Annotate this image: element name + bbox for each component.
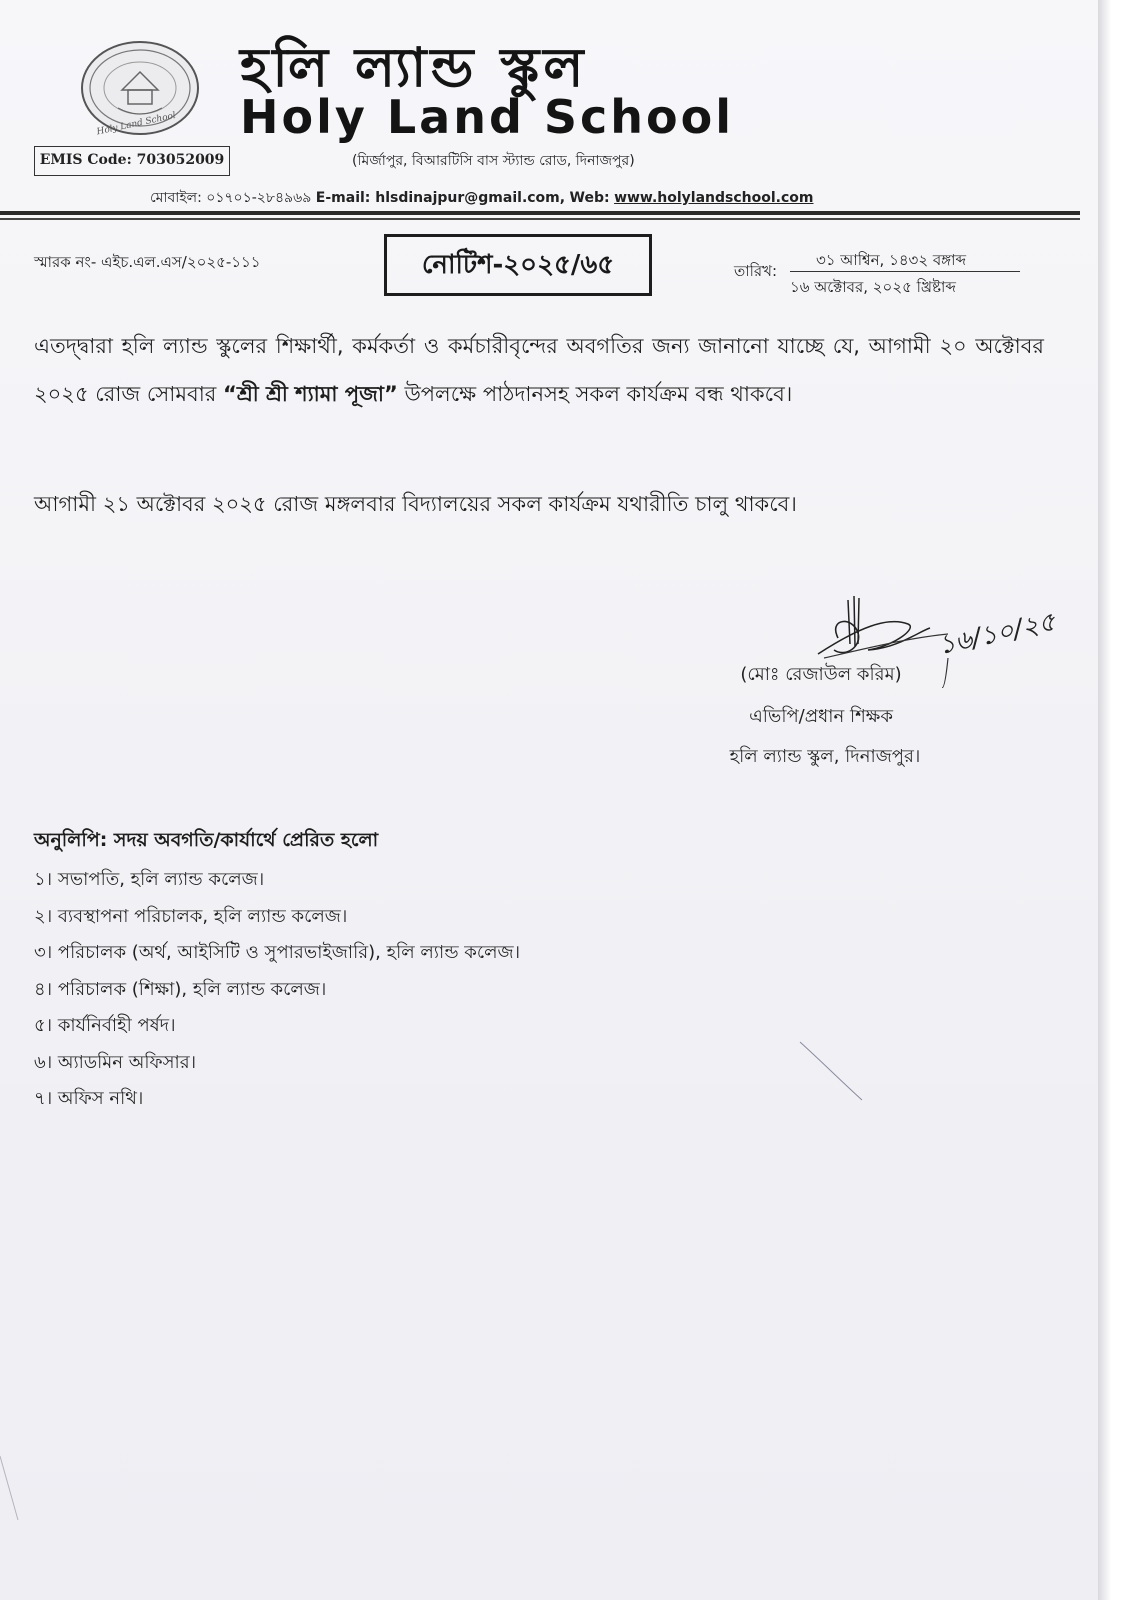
list-item: ৩। পরিচালক (অর্থ, আইসিটি ও সুপারভাইজারি), হলি ল্যান্ড কলেজ। (34, 942, 521, 963)
memo-number: স্মারক নং- এইচ.এল.এস/২০২৫-১১১ (34, 253, 261, 271)
contact-web-link[interactable]: www.holylandschool.com (614, 190, 814, 206)
date-label: তারিখ: (734, 262, 778, 280)
list-item: ২। ব্যবস্থাপনা পরিচালক, হলি ল্যান্ড কলেজ। (34, 905, 348, 927)
notice-paragraph-1 (34, 322, 1044, 472)
emis-code-box: EMIS Code: 703052009 (34, 146, 230, 176)
contact-mobile: মোবাইল: ০১৭০১-২৮৪৯৬৯ (150, 190, 312, 206)
festival-name: “শ্রী শ্রী শ্যামা পূজা” (223, 382, 398, 406)
contact-web-label: Web: (569, 190, 610, 206)
school-name-english: Holy Land School (240, 90, 735, 144)
para1-text-end: উপলক্ষে পাঠদানসহ সকল কার্যক্রম বন্ধ থাকবে। (397, 382, 793, 406)
header-divider (0, 211, 1080, 215)
signatory-organization: হলি ল্যান্ড স্কুল, দিনাজপুর। (729, 746, 921, 767)
list-item: ৫। কার্যনির্বাহী পর্ষদ। (34, 1015, 176, 1036)
contact-line (150, 186, 910, 210)
school-seal-icon (78, 38, 202, 138)
header-divider-thin (0, 218, 1080, 220)
copy-recipient-list (34, 862, 794, 1122)
date-bengali-calendar: ৩১ আশ্বিন, ১৪৩২ বঙ্গাব্দ (790, 248, 1020, 272)
signatory-title: এভিপি/প্রধান শিক্ষক (749, 706, 893, 727)
seal-text: Holy Land School (95, 110, 177, 138)
list-item: ৪। পরিচালক (শিক্ষা), হলি ল্যান্ড কলেজ। (34, 978, 327, 1000)
copy-heading: অনুলিপি: সদয় অবগতি/কার্যার্থে প্রেরিত হলো (34, 829, 379, 851)
page-edge (1098, 0, 1131, 1600)
notice-paragraph-2: আগামী ২১ অক্টোবর ২০২৫ রোজ মঙ্গলবার বিদ্যালয়ের সকল কার্যক্রম যথারীতি চালু থাকবে। (34, 492, 797, 516)
handwritten-date: ১৬/১০/২৫ (935, 606, 1059, 661)
list-item: ৬। অ্যাডমিন অফিসার। (34, 1051, 197, 1073)
list-item: ১। সভাপতি, হলি ল্যান্ড কলেজ। (34, 869, 265, 890)
school-name-bengali: হলি ল্যান্ড স্কুল (240, 35, 588, 99)
notice-number: নোটিশ-২০২৫/৬৫ (384, 234, 652, 296)
school-address: (মির্জাপুর, বিআরটিসি বাস স্ট্যান্ড রোড, দিনাজপুর) (352, 153, 635, 169)
list-item: ৭। অফিস নথি। (34, 1088, 144, 1109)
para1-text: এতদ্দ্বারা হলি ল্যান্ড স্কুলের শিক্ষার্থী, কর্মকর্তা ও কর্মচারীবৃন্দের অবগতির জন্য জানানো যাচ্ছে যে, আগামী ২০ অক্টোবর ২০২৫ রোজ সোমবার (34, 334, 1044, 406)
date-gregorian: ১৬ অক্টোবর, ২০২৫ খ্রিষ্টাব্দ (790, 278, 956, 296)
signatory-name: (মোঃ রেজাউল করিম) (740, 664, 902, 685)
contact-email: E-mail: hlsdinajpur@gmail.com, (315, 190, 566, 206)
